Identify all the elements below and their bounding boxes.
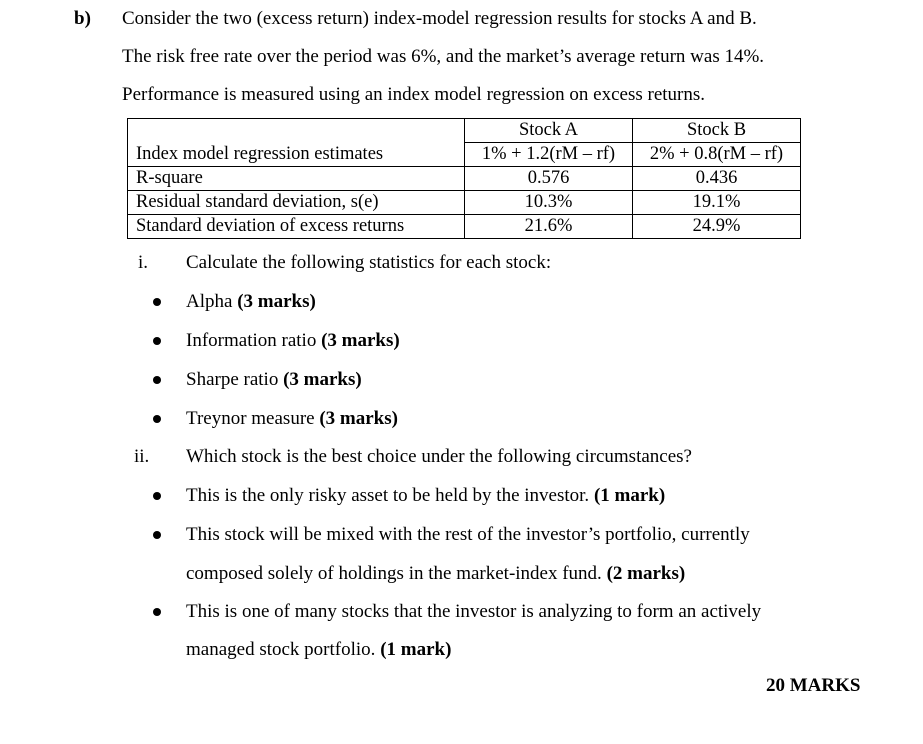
intro-line-3-text: Performance is measured using an index model regression on excess returns. — [122, 84, 706, 105]
cell-stock-b: 19.1% — [633, 191, 801, 215]
question-label: b) — [74, 8, 91, 29]
bullet-icon — [153, 415, 161, 423]
table-row — [128, 143, 801, 167]
cell-stock-b: 0.436 — [633, 167, 801, 191]
item-text: Sharpe ratio — [186, 369, 279, 390]
table-row — [128, 215, 801, 239]
part-i-number: i. — [138, 252, 149, 273]
part-ii-item — [186, 485, 665, 507]
part-ii-item-line — [186, 601, 761, 623]
table-header-stock-b: Stock B — [633, 119, 801, 143]
bullet-icon — [153, 298, 161, 306]
intro-line-3 — [122, 84, 705, 106]
row-label: R-square — [128, 167, 465, 191]
table-row — [128, 191, 801, 215]
intro-line-2-text: The risk free rate over the period was 6%, and the market’s average return was 14%. — [122, 46, 765, 67]
row-label: Index model regression estimates — [128, 143, 465, 167]
item-text: Alpha — [186, 291, 233, 312]
part-i-prompt: Calculate the following statistics for each stock: — [186, 252, 552, 273]
cell-stock-a: 1% + 1.2(rM – rf) — [465, 143, 633, 167]
bullet-icon — [153, 608, 161, 616]
item-text: This is the only risky asset to be held by the investor. — [186, 485, 590, 506]
intro-line-2 — [122, 46, 764, 68]
bullet-icon — [153, 376, 161, 384]
item-marks: (1 mark) — [593, 485, 666, 506]
cell-stock-b: 2% + 0.8(rM – rf) — [633, 143, 801, 167]
part-ii-item-line — [186, 639, 451, 661]
bullet-icon — [153, 531, 161, 539]
cell-stock-b: 24.9% — [633, 215, 801, 239]
part-i-item — [186, 408, 398, 430]
item-marks: (3 marks) — [321, 330, 400, 351]
bullet-icon — [153, 492, 161, 500]
item-marks: (3 marks) — [319, 408, 398, 429]
intro-line-1 — [122, 8, 757, 30]
part-i-item — [186, 369, 362, 391]
item-text: composed solely of holdings in the market-index fund. — [186, 563, 602, 584]
total-marks: 20 MARKS — [766, 675, 861, 696]
regression-table — [127, 118, 801, 239]
cell-stock-a: 10.3% — [465, 191, 633, 215]
item-text: This is one of many stocks that the investor is analyzing to form an actively — [186, 601, 762, 622]
intro-line-1-text: Consider the two (excess return) index-model regression results for stocks A and B. — [122, 8, 757, 29]
row-label: Residual standard deviation, s(e) — [128, 191, 465, 215]
item-marks: (3 marks) — [283, 369, 362, 390]
part-ii-prompt: Which stock is the best choice under the following circumstances? — [186, 446, 692, 467]
table-row — [128, 167, 801, 191]
cell-stock-a: 21.6% — [465, 215, 633, 239]
item-marks: (2 marks) — [606, 563, 686, 584]
item-text: Information ratio — [186, 330, 317, 351]
table-header-stock-a: Stock A — [465, 119, 633, 143]
part-ii-item-line — [186, 563, 685, 585]
item-marks: (1 mark) — [380, 639, 452, 660]
cell-stock-a: 0.576 — [465, 167, 633, 191]
part-i-item — [186, 291, 316, 313]
bullet-icon — [153, 337, 161, 345]
row-label: Standard deviation of excess returns — [128, 215, 465, 239]
part-ii-item-line — [186, 524, 750, 546]
item-text: This stock will be mixed with the rest of the investor’s portfolio, currently — [186, 524, 750, 545]
part-i-item — [186, 330, 400, 352]
item-marks: (3 marks) — [237, 291, 316, 312]
part-ii-number: ii. — [134, 446, 150, 467]
item-text: managed stock portfolio. — [186, 639, 376, 660]
table-header-row — [128, 119, 801, 143]
table-header-empty — [128, 119, 465, 143]
item-text: Treynor measure — [186, 408, 315, 429]
